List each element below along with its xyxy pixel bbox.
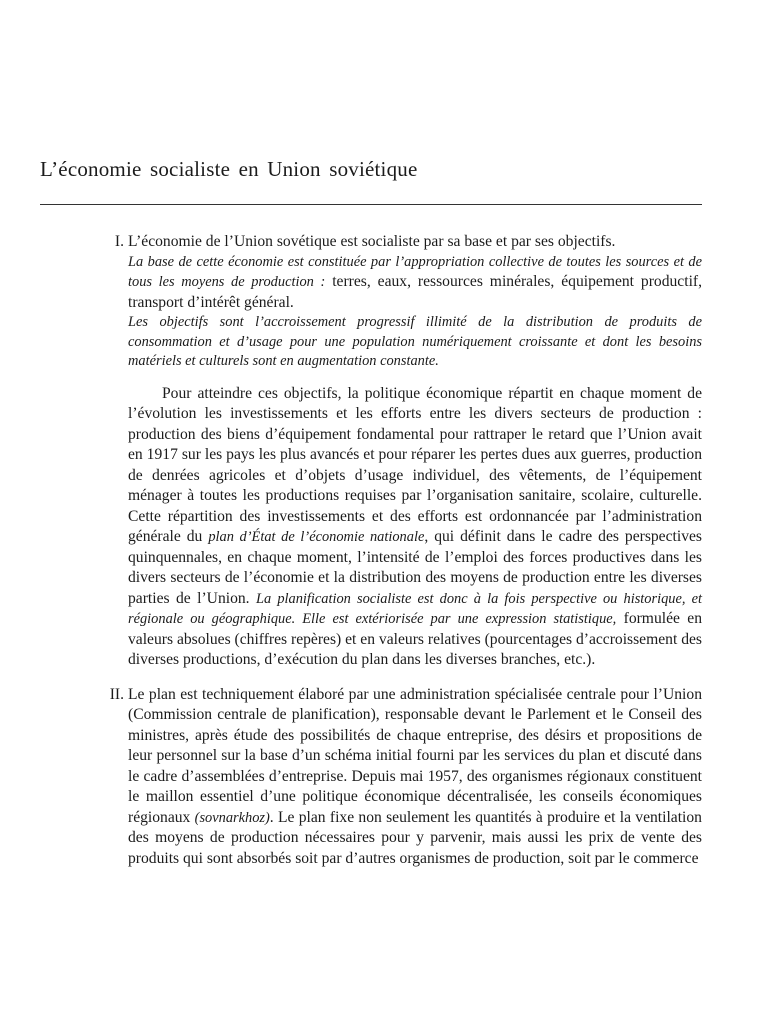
section-1-basis-roman: terres, eaux, ressources minérales, équipement productif, transport d’intérêt général. — [128, 273, 702, 311]
page-title: L’économie socialiste en Union soviétique — [40, 157, 418, 181]
section-1-basis — [128, 253, 702, 314]
section-2-part2: . Le plan fixe non seulement les quantités à produire et la ventilation des moyens de production nécessaires pour y parvenir, mais aussi les prix de vente des produits qui sont absorbés soit par d’autres organismes de production, soit par le commerce — [128, 808, 702, 867]
section-1-para-part1: Pour atteindre ces objectifs, la politique économique répartit en chaque moment de l’évolution les investissements et les efforts entre les divers secteurs de production : production des biens d’équipement fondamental pour rattraper le retard que l’Union avait en 1917 sur les pays les plus avancés et pour réparer les pertes dues aux guerres, production de denrées agricoles et d’objets d’usage individuel, des vêtements, de l’équipement ménager à toutes les productions requises par l’organisation sanitaire, scolaire, culturelle. Cette répartition des investissements et des efforts est ordonnancée par l’administration générale du — [128, 384, 702, 545]
title-divider — [40, 204, 702, 205]
section-1-paragraph — [128, 384, 702, 671]
section-1-para-part3: formulée en valeurs absolues (chiffres repères) et en valeurs relatives (pourcentages d’accroissement des diverses productions, d’exécution du plan dans les diverses branches, etc.). — [128, 610, 702, 668]
document-body — [40, 232, 702, 869]
section-1-plan-italic: plan d’État de l’économie nationale — [208, 529, 425, 545]
section-2-part1: Le plan est techniquement élaboré par une administration spécialisée centrale pour l’Union (Commission centrale de planification), responsable devant le Parlement et le Conseil des ministres, après étude des possibilités de chaque entreprise, des désirs et propositions de leur personnel sur la base d’un schéma initial fourni par les services du plan et discuté dans le cadre d’assemblées d’entreprise. Depuis mai 1957, des organismes régionaux constituent le maillon essentiel d’une politique économique décentralisée, les conseils économiques régionaux — [128, 685, 702, 826]
section-1-para-part2: , qui définit dans le cadre des perspectives quinquennales, en chaque moment, l’intensité de l’emploi des forces productives dans les divers secteurs de l’économie et la distribution des moyens de production entre les diverses parties de l’Union. — [128, 528, 702, 607]
section-2-numeral: II. — [109, 685, 124, 703]
section-1-lead: L’économie de l’Union sovétique est socialiste par sa base et par ses objectifs. — [128, 233, 616, 250]
section-2 — [40, 685, 702, 870]
section-1-numeral: I. — [114, 233, 124, 250]
section-1-basis-italic: La base de cette économie est constituée par l’appropriation collective de toutes les sources et de tous les moyens de production : — [128, 253, 702, 290]
section-1 — [40, 232, 702, 671]
section-1-objectives: Les objectifs sont l’accroissement progressif illimité de la distribution de produits de consommation et d’usage pour une population numériquement croissante et dont les besoins matériels et culturels sont en augmentation constante. — [128, 314, 702, 369]
section-1-planning-italic: La planification socialiste est donc à la fois perspective ou historique, et régionale ou géographique. Elle est extériorisée par une expression statistique, — [128, 590, 702, 627]
section-2-sovnarkhoz: (sovnarkhoz) — [194, 809, 270, 826]
section-2-paragraph — [128, 685, 702, 870]
